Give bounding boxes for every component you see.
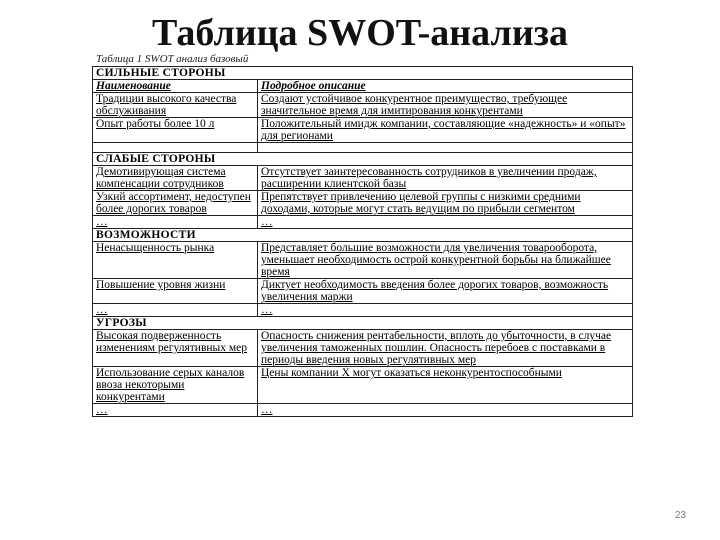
cell-name-text: Традиции высокого качества обслуживания — [96, 93, 237, 117]
cell-description-text: … — [261, 304, 273, 316]
cell-description-text: … — [261, 404, 273, 416]
cell-description — [258, 143, 633, 153]
spacer-row — [93, 143, 633, 153]
cell-description — [258, 304, 633, 317]
table-row — [93, 304, 633, 317]
table-row — [93, 242, 633, 279]
cell-name-text: … — [96, 404, 108, 416]
section-heading: УГРОЗЫ — [93, 317, 633, 330]
cell-description — [258, 166, 633, 191]
cell-description-text: … — [261, 216, 273, 228]
cell-name-text: Использование серых каналов ввоза некоторыми конкурентами — [96, 367, 245, 403]
cell-name-text: Повышение уровня жизни — [96, 279, 226, 291]
section-heading-row — [93, 67, 633, 80]
slide-title: Таблица SWOT-анализа — [152, 12, 568, 54]
cell-name — [93, 216, 258, 229]
section-heading-row — [93, 229, 633, 242]
cell-name — [93, 143, 258, 153]
section-heading: ВОЗМОЖНОСТИ — [93, 229, 633, 242]
cell-description-text: Диктует необходимость введения более дорогих товаров, возможность увеличения маржи — [261, 279, 609, 303]
cell-description — [258, 242, 633, 279]
table-caption: Таблица 1 SWOT анализ базовый — [96, 53, 249, 65]
table-row — [93, 118, 633, 143]
cell-description — [258, 216, 633, 229]
table-row — [93, 404, 633, 417]
cell-name-text: … — [96, 304, 108, 316]
cell-name-text: Узкий ассортимент, недоступен более дорогих товаров — [96, 191, 251, 215]
cell-name-text: … — [96, 216, 108, 228]
cell-description-text: Опасность снижения рентабельности, вплоть до убыточности, в случае увеличения таможенных пошлин. Опасность перебоев с поставками в периоды введения новых регулятивных мер — [261, 330, 612, 366]
column-header-name: Наименование — [93, 80, 258, 93]
table-row — [93, 330, 633, 367]
table-row — [93, 191, 633, 216]
section-heading-row — [93, 317, 633, 330]
table-row — [93, 166, 633, 191]
table-row — [93, 367, 633, 404]
section-heading: СЛАБЫЕ СТОРОНЫ — [93, 153, 633, 166]
cell-name-text: Ненасыщенность рынка — [96, 242, 215, 254]
cell-name — [93, 279, 258, 304]
cell-description — [258, 404, 633, 417]
cell-name-text: Высокая подверженность изменениям регулятивных мер — [96, 330, 248, 354]
cell-name — [93, 166, 258, 191]
cell-description-text: Цены компании Х могут оказаться неконкурентоспособными — [261, 367, 562, 379]
cell-name — [93, 242, 258, 279]
cell-description-text: Положительный имидж компании, составляющие «надежность» и «опыт» для регионами — [261, 118, 626, 142]
cell-name-text: Опыт работы более 10 л — [96, 118, 215, 130]
cell-name-text: Демотивирующая система компенсации сотрудников — [96, 166, 226, 190]
table-row — [93, 93, 633, 118]
swot-table — [92, 66, 633, 417]
cell-description — [258, 93, 633, 118]
cell-name — [93, 404, 258, 417]
cell-description — [258, 330, 633, 367]
cell-name — [93, 191, 258, 216]
table-row — [93, 216, 633, 229]
table-row — [93, 279, 633, 304]
cell-description — [258, 118, 633, 143]
cell-description-text: Препятствует привлечению целевой группы с низкими средними доходами, которые могут стать ведущим по прибыли сегментом — [261, 191, 581, 215]
page-number: 23 — [674, 510, 686, 521]
cell-description-text: Отсутствует заинтересованность сотрудников в увеличении продаж, расширении клиентской базы — [261, 166, 597, 190]
cell-name — [93, 330, 258, 367]
cell-description-text: Создают устойчивое конкурентное преимущество, требующее значительное время для имитирования конкурентами — [261, 93, 568, 117]
cell-description — [258, 367, 633, 404]
column-header-row — [93, 80, 633, 93]
column-header-description: Подробное описание — [258, 80, 633, 93]
cell-name — [93, 304, 258, 317]
section-heading: СИЛЬНЫЕ СТОРОНЫ — [93, 67, 633, 80]
cell-description — [258, 191, 633, 216]
section-heading-row — [93, 153, 633, 166]
cell-name — [93, 367, 258, 404]
cell-description-text: Представляет большие возможности для увеличения товарооборота, уменьшает необходимость острой конкурентной борьбы на ближайшее время — [261, 242, 611, 278]
cell-name — [93, 93, 258, 118]
cell-name — [93, 118, 258, 143]
cell-description — [258, 279, 633, 304]
